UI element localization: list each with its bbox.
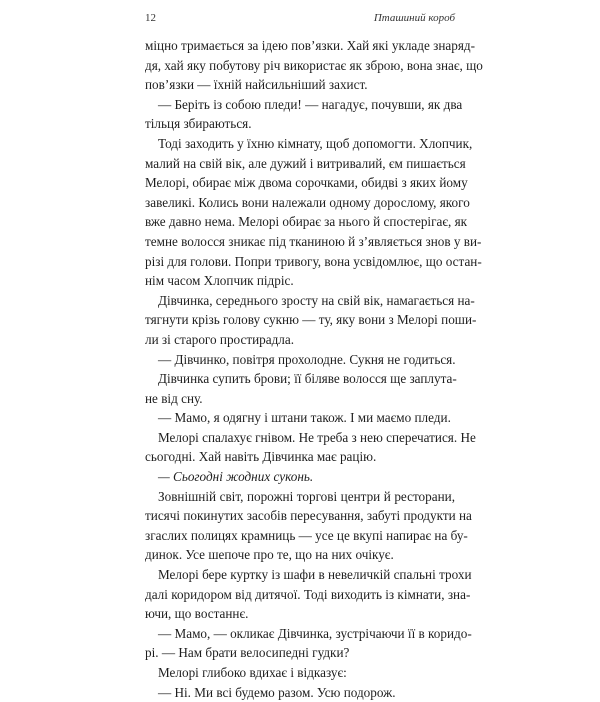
text-line: рі. — Нам брати велосипедні гудки? — [145, 645, 350, 661]
text-line: завеликі. Колись вони належали одному дорослому, якого — [145, 194, 470, 210]
text-line: Мелорі глибоко вдихає і відказує: — [158, 665, 347, 680]
text-line: — Мамо, я одягну і штани також. І ми маємо пледи. — [158, 410, 451, 426]
text-line: не від сну. — [145, 390, 203, 406]
text-line: — Мамо, — окликає Дівчинка, зустрічаючи її в коридо- — [158, 625, 472, 641]
text-line: малий на свій вік, але дужий і витривалий, єм пишається — [145, 155, 466, 171]
text-line: тільця збираються. — [145, 116, 252, 132]
text-line: Зовнішній світ, порожні торгові центри й ресторани, — [158, 488, 455, 504]
text-line: Тоді заходить у їхню кімнату, щоб допомогти. Хлопчик, — [158, 135, 473, 151]
text-line: Дівчинка, середнього зросту на свій вік, намагається на- — [158, 292, 475, 308]
text-line: Мелорі спалахує гнівом. Не треба з нею сперечатися. Не — [158, 429, 476, 445]
text-line: Мелорі, обирає між двома сорочками, обидві з яких йому — [145, 175, 468, 191]
text-line: далі коридором від дитячої. Тоді виходить із кімнати, зна- — [145, 586, 471, 602]
text-line: тягнути крізь голову сукню — ту, яку вони з Мелорі поши- — [145, 312, 477, 328]
text-line: темне волосся зникає під тканиною й з’являється знов у ви- — [145, 233, 482, 249]
text-line: дя, хай яку побутову річ використає як зброю, вона знає, що — [145, 57, 483, 73]
text-line: Дівчинка супить брови; її біляве волосся ще заплута- — [158, 371, 457, 387]
text-line: вже давно нема. Мелорі обирає за нього й спостерігає, як — [145, 214, 468, 230]
text-line: — Сьогодні жодних суконь. — [158, 469, 314, 485]
body-text — [145, 36, 483, 702]
text-line: динок. Усе шепоче про те, що на них очікує. — [145, 547, 394, 563]
text-line: різі для голови. Попри тривогу, вона усвідомлює, що остан- — [145, 253, 482, 269]
text-line: тисячі покинутих засобів пересування, забуті продукти на — [145, 508, 472, 524]
text-line: — Беріть із собою пледи! — нагадує, почувши, як два — [158, 96, 463, 112]
running-title: Пташиний короб — [373, 12, 455, 24]
text-line: ючи, що востаннє. — [145, 606, 249, 622]
text-line: міцно тримається за ідею пов’язки. Хай які укладе знаряд- — [145, 38, 476, 53]
text-line: — Ні. Ми всі будемо разом. Усю подорож. — [158, 684, 396, 700]
text-line: згаслих полицях крамниць — усе це вкупі напирає на бу- — [145, 527, 468, 543]
text-line: сьогодні. Хай навіть Дівчинка має рацію. — [145, 449, 377, 465]
text-line: — Дівчинко, повітря прохолодне. Сукня не годиться. — [158, 351, 456, 367]
text-line: нім часом Хлопчик підріс. — [145, 273, 294, 289]
text-line: Мелорі бере куртку із шафи в невеличкій спальні трохи — [158, 567, 472, 583]
page-number: 12 — [145, 12, 156, 24]
text-line: пов’язки — їхній найсильніший захист. — [145, 77, 368, 93]
text-line: ли зі старого простирадла. — [145, 331, 295, 347]
page-header — [145, 12, 455, 24]
